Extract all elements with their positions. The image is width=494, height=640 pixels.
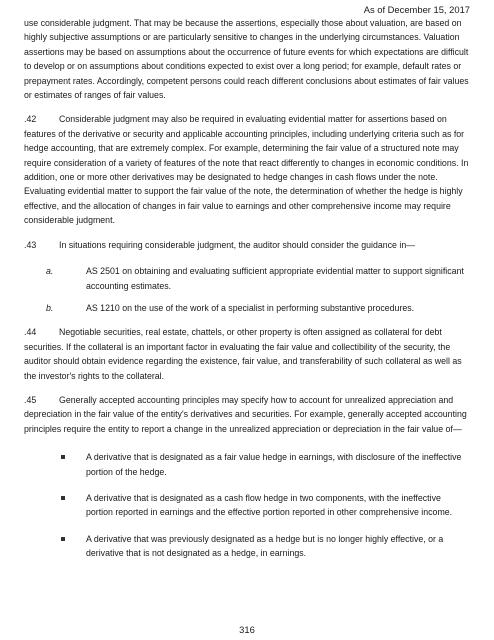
bullet-item	[24, 450, 470, 479]
paragraph-text: Generally accepted accounting principles may specify how to account for unrealized appreciation and depreciation in the fair value of the entity's derivatives and securities. For example, generally accepted accounting principles require the entity to report a change in the unrealized appreciation or depreciation in the fair value of—	[24, 394, 467, 434]
list-letter: a.	[46, 266, 54, 277]
bullet-square-icon	[61, 455, 65, 459]
bullet-text: A derivative that is designated as a fair value hedge in earnings, with disclosure of the ineffective portion of the hedge.	[86, 452, 462, 477]
bullet-item	[24, 491, 470, 520]
page-number: 316	[239, 624, 255, 635]
bullet-item	[24, 532, 470, 561]
paragraph-text: Negotiable securities, real estate, chattels, or other property is often assigned as collateral for debt securities. If the collateral is an important factor in evaluating the fair value and collectibility of the security, the auditor should obtain evidence regarding the existence, fair value, and transferability of such collateral as well as the investor's rights to the collateral.	[24, 327, 462, 381]
paragraph-number: .45	[24, 394, 37, 405]
bullet-text: A derivative that is designated as a cash flow hedge in two components, with the ineffective portion reported in earnings and the effective portion reported in other comprehensive income.	[86, 492, 453, 518]
paragraph-43	[24, 238, 470, 252]
list-item	[24, 301, 470, 315]
paragraph-number: .42	[24, 114, 37, 125]
bullet-square-icon	[61, 537, 65, 541]
paragraph-45	[24, 393, 470, 436]
list-item	[24, 264, 470, 293]
list-item-text: AS 1210 on the use of the work of a specialist in performing substantive procedures.	[86, 302, 415, 313]
as-of-date: As of December 15, 2017	[363, 4, 470, 15]
list-letter: b.	[46, 302, 54, 313]
paragraph-42	[24, 112, 470, 227]
bullet-text: A derivative that was previously designated as a hedge but is no longer highly effective, or a derivative that is not designated as a hedge, in earnings.	[86, 533, 444, 559]
paragraph-number: .44	[24, 327, 37, 338]
document-page	[24, 4, 470, 561]
paragraph-number: .43	[24, 239, 37, 250]
paragraph-text: In situations requiring considerable judgment, the auditor should consider the guidance in—	[59, 239, 416, 250]
list-item-text: AS 2501 on obtaining and evaluating sufficient appropriate evidential matter to support significant accounting estimates.	[86, 266, 464, 291]
paragraph-44	[24, 325, 470, 383]
bullet-square-icon	[61, 496, 65, 500]
continuation-paragraph: use considerable judgment. That may be because the assertions, especially those about valuation, are based on highly subjective assumptions or are particularly sensitive to changes in the underlying circumstances. Valuation assertions may be based on assumptions about the occurrence of future events for which expectations are difficult to develop or on assumptions about conditions expected to exist over a long period; for example, default rates or prepayment rates. Accordingly, competent persons could reach different conclusions about estimates of fair values or estimates of ranges of fair values.	[24, 18, 469, 101]
paragraph-text: Considerable judgment may also be required in evaluating evidential matter for assertions based on features of the derivative or security and applicable accounting principles, including underlying criteria such as for hedge accounting, that are extremely complex. For example, determining the fair value of a structured note may require consideration of a variety of features of the note that react differently to changes in economic conditions. In addition, one or more other derivatives may be designated to hedge changes in cash flows under the note. Evaluating evidential matter to support the fair value of the note, the determination of whether the hedge is highly effective, and the allocation of changes in fair value to earnings and other comprehensive income may require considerable judgment.	[24, 114, 469, 226]
